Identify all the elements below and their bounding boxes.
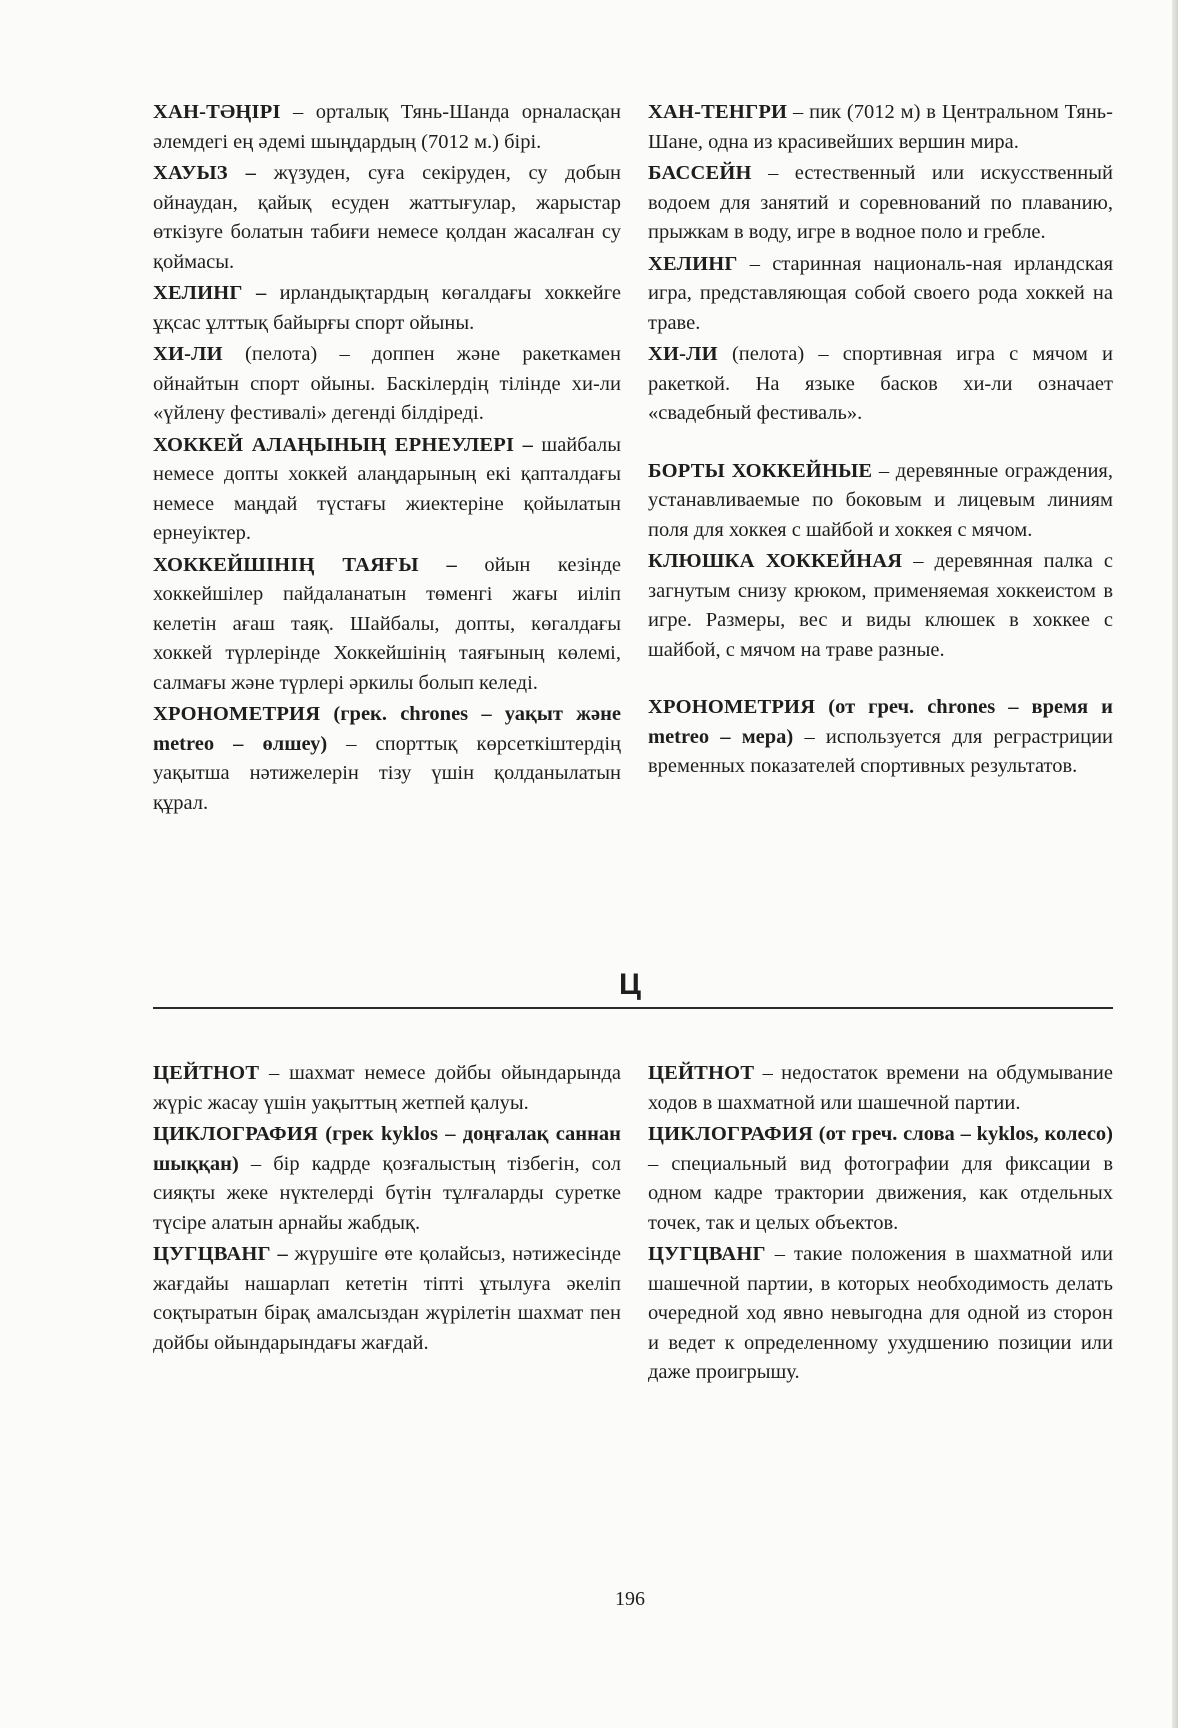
entry-hockey-boards-ru [648, 457, 1113, 546]
page-edge [1172, 0, 1178, 1728]
entry-definition: – шахмат немесе дойбы ойындарында жүріс жасау үшін уақыттың жетпей қалуы. [153, 1062, 621, 1114]
entry-definition: – бір кадрде қозғалыстың тізбегін, сол сияқты жеке нүктелерді бүтін тұлғаларды суретке түсіре алатын арнайы жабдық. [153, 1152, 621, 1234]
entry-term: ЦУГЦВАНГ [648, 1243, 766, 1265]
entry-definition: – спорттық көрсеткіштердің уақытша нәтижелерін тізу үшін қолданылатын құрал. [153, 732, 621, 814]
entry-definition: – естественный или искусственный водоем для занятий и соревнований по плаванию, прыжкам в воду, игре в водное поло и гребле. [648, 162, 1113, 243]
entry-zeitnot-kz [153, 1059, 621, 1118]
entry-term: ХАН-ТӘҢІРІ [153, 101, 281, 123]
entry-term: ХОККЕЙ АЛАҢЫНЫҢ ЕРНЕУЛЕРІ – [153, 433, 534, 456]
entry-zugzwang-ru [648, 1240, 1113, 1388]
entry-khauyz-kz [153, 159, 621, 277]
entry-term: БОРТЫ ХОККЕЙНЫЕ [648, 459, 873, 482]
entry-definition: (пелота) – доппен және ракеткамен ойнайтын спорт ойыны. Баскілердің тілінде хи-ли «үйлену фестивалі» дегенді білдіреді. [153, 343, 621, 424]
entry-term: ХАН-ТЕНГРИ [648, 101, 788, 123]
entry-term: ХОККЕЙШІНІҢ ТАЯҒЫ – [153, 553, 457, 576]
entry-term: ЦЕЙТНОТ [648, 1062, 755, 1084]
entry-definition: – старинная националь-ная ирландская игра, представляющая собой своего рода хоккей на траве. [648, 252, 1113, 334]
section-divider [153, 1007, 1113, 1009]
entry-term: КЛЮШКА ХОККЕЙНАЯ [648, 550, 903, 572]
entry-hockey-stick-kz [153, 551, 621, 699]
entry-term: ХИ-ЛИ [648, 343, 718, 365]
entry-heling-ru [648, 250, 1113, 339]
entry-term: ХЕЛИНГ [648, 252, 738, 275]
entry-chronometry-ru [648, 693, 1113, 782]
entry-term: ЦУГЦВАНГ – [153, 1243, 288, 1265]
entry-hi-li-kz [153, 340, 621, 429]
section-letter: Ц [619, 968, 641, 1001]
entry-zugzwang-kz [153, 1240, 621, 1358]
entry-term: БАССЕЙН [648, 162, 752, 184]
entry-definition: жүзуден, суға секіруден, су добын ойнаудан, қайық есуден жаттығулар, жарыстар өткізуге болатын табиғи немесе қолдан жасалған су қоймасы. [153, 162, 622, 273]
entry-definition: шайбалы немесе допты хоккей алаңдарының екі қапталдағы немесе маңдай түстағы жиектеріне қойылатын ернеуіктер. [153, 433, 621, 544]
entry-definition: ойын кезінде хоккейшілер пайдаланатын төменгі жағы иіліп келетін ағаш таяқ. Шайбалы, допты, көгалдағы хоккей түрлерінде Хоккейшінің таяғының көлемі, салмағы және түрлері әркилы болып келеді. [153, 553, 621, 694]
entry-term: ЦЕЙТНОТ [153, 1062, 260, 1084]
entry-zeitnot-ru [648, 1059, 1113, 1118]
page-number: 196 [615, 1588, 645, 1610]
entry-khan-tengri-ru [648, 98, 1113, 157]
russian-column-top [648, 98, 1113, 784]
entry-chronometry-kz [153, 700, 621, 818]
entry-term: ХРОНОМЕТРИЯ [648, 696, 816, 718]
entry-cyclography-kz [153, 1120, 621, 1238]
entry-definition: – деревянные ограждения, устанавливаемые по боковым и лицевым линиям поля для хоккея с шайбой и хоккея с мячом. [648, 459, 1113, 541]
entry-etymology: (грек. chrones – уақыт және metreo – өлшеу) [153, 703, 621, 755]
entry-definition: – пик (7012 м) в Центральном Тянь-Шане, одна из красивейших вершин мира. [648, 101, 1113, 153]
entry-khan-tanir-kz [153, 98, 621, 157]
entry-hi-li-ru [648, 340, 1113, 429]
entry-term: ХАУЫЗ – [153, 162, 257, 184]
entry-hockey-boards-kz [153, 431, 621, 549]
entry-cyclography-ru [648, 1120, 1113, 1238]
entry-term: ХРОНОМЕТРИЯ [153, 703, 321, 725]
entry-term: ЦИКЛОГРАФИЯ [648, 1123, 813, 1145]
russian-column-bottom [648, 1059, 1113, 1390]
entry-hockey-stick-ru [648, 547, 1113, 665]
entry-definition: (пелота) – спортивная игра с мячом и ракеткой. На языке басков хи-ли означает «свадебный фестиваль». [648, 343, 1113, 424]
entry-definition: – специальный вид фотографии для фиксации в одном кадре трактории движения, как отдельных точек, так и целых объектов. [648, 1152, 1113, 1234]
entry-basseyn-ru [648, 159, 1113, 248]
entry-etymology: (грек kyklos – доңғалақ саннан шыққан) [153, 1123, 621, 1175]
entry-definition: – такие положения в шахматной или шашечной партии, в которых необходимость делать очередной ход явно невыгодна для одной из сторон и ведет к определенному ухудшению позиции или даже проигрышу. [648, 1243, 1113, 1383]
entry-definition: – орталық Тянь-Шанда орналасқан әлемдегі ең әдемі шыңдардың (7012 м.) бірі. [153, 101, 621, 153]
kazakh-column-bottom [153, 1059, 621, 1360]
entry-term: ЦИКЛОГРАФИЯ [153, 1123, 318, 1145]
entry-definition: жүрушіге өте қолайсыз, нәтижесінде жағдайы нашарлап кететін тіпті ұтылуға әкеліп соқтыратын бірақ амалсыздан жүрілетін шахмат пен дойбы ойындарындағы жағдай. [153, 1243, 621, 1354]
kazakh-column-top [153, 98, 621, 820]
entry-definition: – недостаток времени на обдумывание ходов в шахматной или шашечной партии. [648, 1062, 1113, 1114]
entry-term: ХЕЛИНГ – [153, 282, 267, 304]
entry-definition: – используется для реграстриции временных показателей спортивных результатов. [648, 725, 1114, 777]
entry-etymology: (от греч. chrones – время и metreo – мера) [648, 696, 1113, 748]
entry-definition: – деревянная палка с загнутым снизу крюком, применяемая хоккеистом в игре. Размеры, вес и виды клюшек в хоккее с шайбой, с мячом на траве разные. [648, 550, 1113, 661]
entry-term: ХИ-ЛИ [153, 343, 223, 365]
entry-etymology: (от греч. слова – kyklos, колесо) [813, 1123, 1113, 1145]
entry-definition: ирландықтардың көгалдағы хоккейге ұқсас ұлттық байырғы спорт ойыны. [153, 282, 621, 334]
entry-heling-kz [153, 279, 621, 338]
